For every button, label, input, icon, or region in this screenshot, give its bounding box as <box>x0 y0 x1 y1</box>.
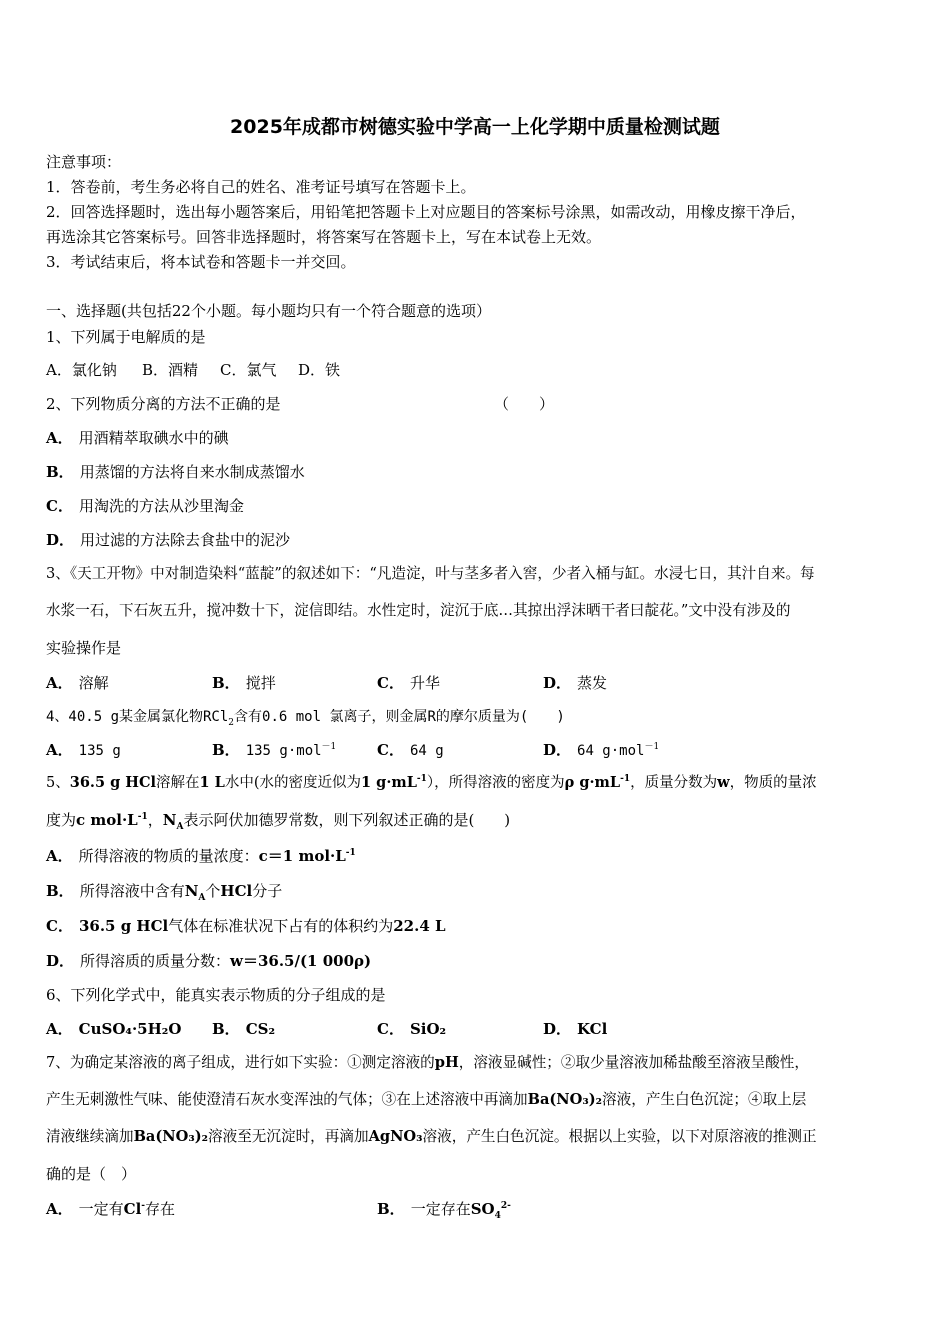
q5-option-a-label: A． <box>46 847 73 865</box>
q7-option-b-label: B． <box>377 1200 405 1218</box>
q5-prefix: 5、 <box>46 775 70 791</box>
q3-stem-line-2: 水浆一石，下石灰五升，搅冲数十下，淀信即结。水性定时，淀沉于底…其掠出浮沫晒干者曰靛花。”文中没有涉及的 <box>46 602 791 619</box>
q5-option-c <box>46 916 446 936</box>
q2-option-a-text: 用酒精萃取碘水中的碘 <box>78 429 229 447</box>
q5-l1-e-sup: -1 <box>416 774 427 785</box>
q3-option-a-text: 溶解 <box>78 674 109 692</box>
q2-option-c-label: C． <box>46 497 73 515</box>
q7-option-a-label: A． <box>46 1200 73 1218</box>
q2-option-b <box>46 462 305 482</box>
q7-option-b-text: 一定存在 <box>410 1200 471 1218</box>
q4-option-c-label: C． <box>377 741 404 759</box>
q6-option-b-formula: CS₂ <box>245 1020 276 1038</box>
q7-l2-a: 产生无刺激性气味、能使澄清石灰水变浑浊的气体；③在上述溶液中再滴加 <box>46 1091 528 1108</box>
q4-option-a <box>46 740 121 761</box>
q5-l1-d: 水中(水的密度近似为 <box>224 775 362 791</box>
q3-option-c-label: C． <box>377 674 404 692</box>
q7-option-b <box>377 1199 511 1219</box>
q6-option-b <box>212 1019 275 1039</box>
q1-option-b: B．酒精 <box>142 361 199 379</box>
q7-option-a <box>46 1199 175 1219</box>
q5-stem-line-1 <box>46 773 817 793</box>
q3-option-d <box>543 673 607 693</box>
q7-l2-c: 溶液，产生白色沉淀；④取上层 <box>602 1091 807 1108</box>
q7-l1-b: pH <box>434 1054 459 1071</box>
q7-stem-line-1 <box>46 1053 809 1073</box>
q5-l2-b-sup: -1 <box>137 812 148 822</box>
q3-option-b-text: 搅拌 <box>245 674 276 692</box>
q5-option-c-volume: 22.4 L <box>393 917 446 935</box>
q6-option-b-label: B． <box>212 1020 240 1038</box>
q4-option-d-sup: －1 <box>644 742 660 752</box>
q4-option-b <box>212 740 336 761</box>
q4-option-a-text: 135 g <box>78 743 121 759</box>
q7-option-a-charge: - <box>141 1201 146 1211</box>
q5-option-d-label: D． <box>46 952 75 970</box>
q7-option-a-text-1: 一定有 <box>78 1200 124 1218</box>
q7-option-b-sub: 4 <box>494 1211 501 1221</box>
q4-option-d <box>543 740 659 761</box>
q5-option-a-sup: -1 <box>345 848 356 858</box>
q2-option-a <box>46 428 229 448</box>
q5-l2-e: 表示阿伏加德罗常数，则下列叙述正确的是( ) <box>183 811 511 829</box>
q5-option-c-text: 气体在标准状况下占有的体积约为 <box>168 917 394 935</box>
q2-option-d-label: D． <box>46 531 75 549</box>
q7-option-a-ion: Cl <box>123 1200 142 1218</box>
q2-option-d <box>46 530 290 550</box>
q2-stem: 2、下列物质分离的方法不正确的是 <box>46 395 281 413</box>
q4-option-a-label: A． <box>46 741 73 759</box>
q7-option-b-ion: SO <box>470 1200 495 1218</box>
q7-l3-d: AgNO₃ <box>368 1128 423 1145</box>
q7-l3-e: 溶液，产生白色沉淀。根据以上实验，以下对原溶液的推测正 <box>422 1128 817 1145</box>
q5-l2-c: ， <box>147 811 163 829</box>
q4-option-b-sup: －1 <box>321 742 337 752</box>
q6-option-a <box>46 1019 181 1039</box>
notice-item-1: 1．答卷前，考生务必将自己的姓名、准考证号填写在答题卡上。 <box>46 178 476 196</box>
q5-option-b-na: N <box>184 882 199 900</box>
q6-stem: 6、下列化学式中，能真实表示物质的分子组成的是 <box>46 986 386 1004</box>
q1-stem: 1、下列属于电解质的是 <box>46 328 206 346</box>
q5-l2-d-sub: A <box>176 822 184 832</box>
section-heading: 一、选择题(共包括22个小题。每小题均只有一个符合题意的选项） <box>46 302 491 320</box>
q5-l1-b: 溶解在 <box>156 775 200 791</box>
q5-l1-e: 1 g·mL <box>361 774 417 791</box>
q2-option-d-text: 用过滤的方法除去食盐中的泥沙 <box>80 531 291 549</box>
q7-stem-line-4: 确的是（ ） <box>46 1165 137 1183</box>
q5-option-b-label: B． <box>46 882 74 900</box>
notice-item-2-cont: 再选涂其它答案标号。回答非选择题时，将答案写在答题卡上，写在本试卷上无效。 <box>46 228 602 246</box>
q5-l2-b: c mol·L <box>76 811 138 829</box>
q7-stem-line-3 <box>46 1127 817 1147</box>
q2-option-a-label: A． <box>46 429 73 447</box>
q2-option-c-text: 用淘洗的方法从沙里淘金 <box>78 497 244 515</box>
q5-option-b-hcl: HCl <box>220 882 253 900</box>
q6-option-c <box>377 1019 446 1039</box>
q5-option-b-text-1: 所得溶液中含有 <box>79 882 185 900</box>
q4-stem <box>46 706 565 727</box>
q7-l3-b: Ba(NO₃)₂ <box>133 1128 209 1145</box>
q6-option-d <box>543 1019 607 1039</box>
q3-option-d-label: D． <box>543 674 572 692</box>
q7-option-b-charge: 2- <box>500 1201 511 1211</box>
q7-l3-a: 清液继续滴加 <box>46 1128 134 1145</box>
q7-option-a-text-2: 存在 <box>145 1200 176 1218</box>
q4-stem-sub: 2 <box>228 718 235 728</box>
q3-stem-line-1: 3、《天工开物》中对制造染料“蓝靛”的叙述如下：“凡造淀，叶与茎多者入窖，少者入桶与缸。水浸七日，其汁自来。每 <box>46 565 815 582</box>
q7-l3-c: 溶液至无沉淀时，再滴加 <box>208 1128 369 1145</box>
q4-option-b-label: B． <box>212 741 240 759</box>
q4-option-c-text: 64 g <box>409 743 444 759</box>
q3-option-a <box>46 673 109 693</box>
q5-l1-g-sup: -1 <box>620 774 631 785</box>
q4-option-d-text: 64 g·mol <box>577 743 645 759</box>
q2-option-c <box>46 496 244 516</box>
q5-option-a-formula: c＝1 mol·L <box>258 847 346 865</box>
q3-option-c <box>377 673 440 693</box>
q6-option-d-formula: KCl <box>577 1020 608 1038</box>
q5-option-d-formula: w＝36.5/(1 000ρ) <box>230 952 372 970</box>
q3-option-a-label: A． <box>46 674 73 692</box>
q5-l2-a: 度为 <box>46 811 77 829</box>
q5-option-c-label: C． <box>46 917 73 935</box>
q6-option-c-formula: SiO₂ <box>409 1020 447 1038</box>
notice-item-3: 3．考试结束后，将本试卷和答题卡一并交回。 <box>46 253 356 271</box>
q5-option-b-na-sub: A <box>198 893 206 903</box>
q1-option-c: C．氯气 <box>220 361 277 379</box>
q5-option-d <box>46 951 371 971</box>
notice-heading: 注意事项： <box>46 153 122 171</box>
q6-option-c-label: C． <box>377 1020 404 1038</box>
q6-option-a-label: A． <box>46 1020 73 1038</box>
q4-option-c <box>377 740 444 761</box>
q7-l1-c: ，溶液显碱性；②取少量溶液加稀盐酸至溶液呈酸性， <box>458 1054 809 1071</box>
q5-option-d-text: 所得溶质的质量分数： <box>80 952 231 970</box>
q5-option-b-text-2: 个 <box>205 882 221 900</box>
q7-stem-line-2 <box>46 1090 806 1110</box>
q1-option-d: D．铁 <box>298 361 341 379</box>
q5-option-a <box>46 846 356 866</box>
q6-option-d-label: D． <box>543 1020 572 1038</box>
q4-option-b-text: 135 g·mol <box>245 743 322 759</box>
notice-item-2: 2．回答选择题时，选出每小题答案后，用铅笔把答题卡上对应题目的答案标号涂黑，如需改动，用橡皮擦干净后， <box>46 203 806 221</box>
q3-option-b <box>212 673 276 693</box>
q5-l1-h: ，质量分数为 <box>630 775 718 791</box>
q4-stem-a: 4、40.5 g某金属氯化物RCl <box>46 709 229 725</box>
q7-l2-b: Ba(NO₃)₂ <box>527 1091 603 1108</box>
q5-l1-i: w <box>717 774 730 791</box>
q5-option-c-mass: 36.5 g HCl <box>78 917 169 935</box>
q5-option-b <box>46 881 282 901</box>
q5-l1-j: ，物质的量浓 <box>729 775 817 791</box>
q3-stem-line-3: 实验操作是 <box>46 639 122 657</box>
q3-option-b-label: B． <box>212 674 240 692</box>
q6-option-a-formula: CuSO₄·5H₂O <box>78 1020 182 1038</box>
q3-option-c-text: 升华 <box>409 674 440 692</box>
q2-answer-paren: （ ） <box>494 395 555 413</box>
q5-l1-a: 36.5 g HCl <box>69 774 157 791</box>
q3-option-d-text: 蒸发 <box>577 674 608 692</box>
q5-l1-c: 1 L <box>199 774 225 791</box>
q5-option-a-text: 所得溶液的物质的量浓度： <box>78 847 259 865</box>
q2-option-b-text: 用蒸馏的方法将自来水制成蒸馏水 <box>79 463 305 481</box>
q5-option-b-text-3: 分子 <box>252 882 283 900</box>
q5-l1-f: ），所得溶液的密度为 <box>426 775 565 791</box>
page-title: 2025年成都市树德实验中学高一上化学期中质量检测试题 <box>230 116 720 138</box>
q5-l2-d: N <box>162 811 177 829</box>
q7-l1-a: 7、为确定某溶液的离子组成，进行如下实验：①测定溶液的 <box>46 1054 435 1071</box>
q2-option-b-label: B． <box>46 463 74 481</box>
q4-stem-b: 含有0.6 mol 氯离子，则金属R的摩尔质量为( ) <box>234 709 565 725</box>
q4-option-d-label: D． <box>543 741 572 759</box>
q5-stem-line-2 <box>46 810 510 830</box>
q1-option-a: A．氯化钠 <box>46 361 117 379</box>
q5-l1-g: ρ g·mL <box>564 774 621 791</box>
